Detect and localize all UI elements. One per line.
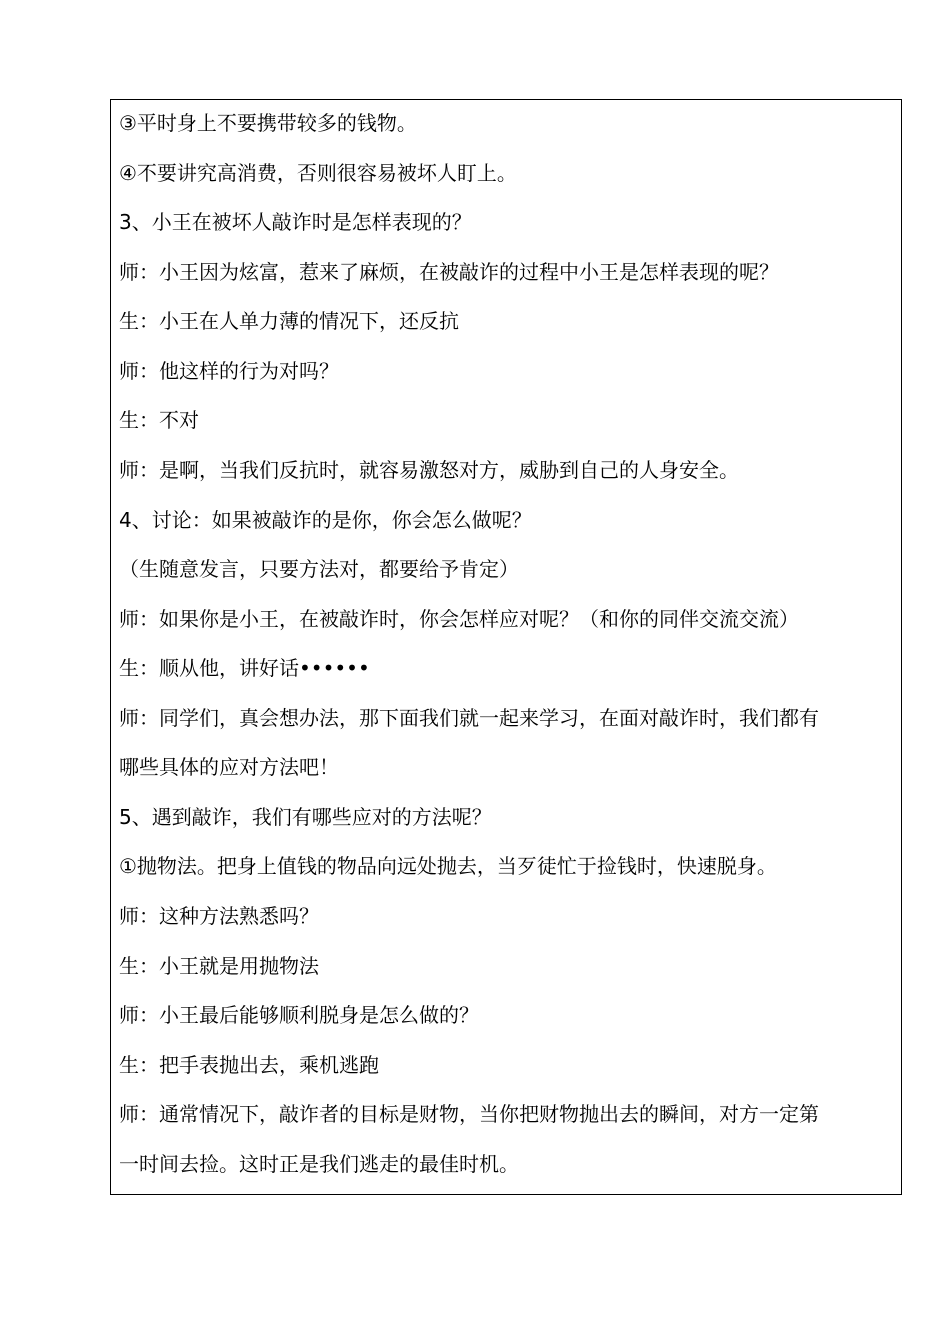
text-line: 哪些具体的应对方法吧！ [119, 755, 339, 779]
lesson-text-box [110, 99, 902, 1195]
text-line: 5、遇到敲诈，我们有哪些应对的方法呢？ [119, 805, 492, 829]
text-line: 3、小王在被坏人敲诈时是怎样表现的？ [119, 210, 472, 234]
text-line: 师：小王因为炫富，惹来了麻烦，在被敲诈的过程中小王是怎样表现的呢？ [119, 260, 779, 284]
text-line: 生：小王在人单力薄的情况下，还反抗 [119, 309, 459, 333]
text-line: 师：小王最后能够顺利脱身是怎么做的？ [119, 1003, 479, 1027]
text-line: 生：把手表抛出去，乘机逃跑 [119, 1053, 379, 1077]
text-line: 一时间去捡。这时正是我们逃走的最佳时机。 [119, 1152, 519, 1176]
text-line: 4、讨论：如果被敲诈的是你，你会怎么做呢？ [119, 508, 532, 532]
text-line: 生：不对 [119, 408, 199, 432]
text-line: 师：通常情况下，敲诈者的目标是财物，当你把财物抛出去的瞬间，对方一定第 [119, 1102, 819, 1126]
text-line: 生：小王就是用抛物法 [119, 954, 319, 978]
text-line: 师：他这样的行为对吗？ [119, 359, 339, 383]
text-line: 师：同学们，真会想办法，那下面我们就一起来学习，在面对敲诈时，我们都有 [119, 706, 819, 730]
text-line: ①抛物法。把身上值钱的物品向远处抛去，当歹徒忙于捡钱时，快速脱身。 [119, 854, 777, 878]
text-line: 师：这种方法熟悉吗？ [119, 904, 319, 928]
text-line: ④不要讲究高消费，否则很容易被坏人盯上。 [119, 161, 517, 185]
text-line: 师：是啊，当我们反抗时，就容易激怒对方，威胁到自己的人身安全。 [119, 458, 739, 482]
text-line: 生：顺从他，讲好话•••••• [119, 656, 370, 680]
text-line: ③平时身上不要携带较多的钱物。 [119, 111, 417, 135]
text-line: （生随意发言，只要方法对，都要给予肯定） [119, 557, 519, 581]
text-line: 师：如果你是小王，在被敲诈时，你会怎样应对呢？（和你的同伴交流交流） [119, 607, 799, 631]
